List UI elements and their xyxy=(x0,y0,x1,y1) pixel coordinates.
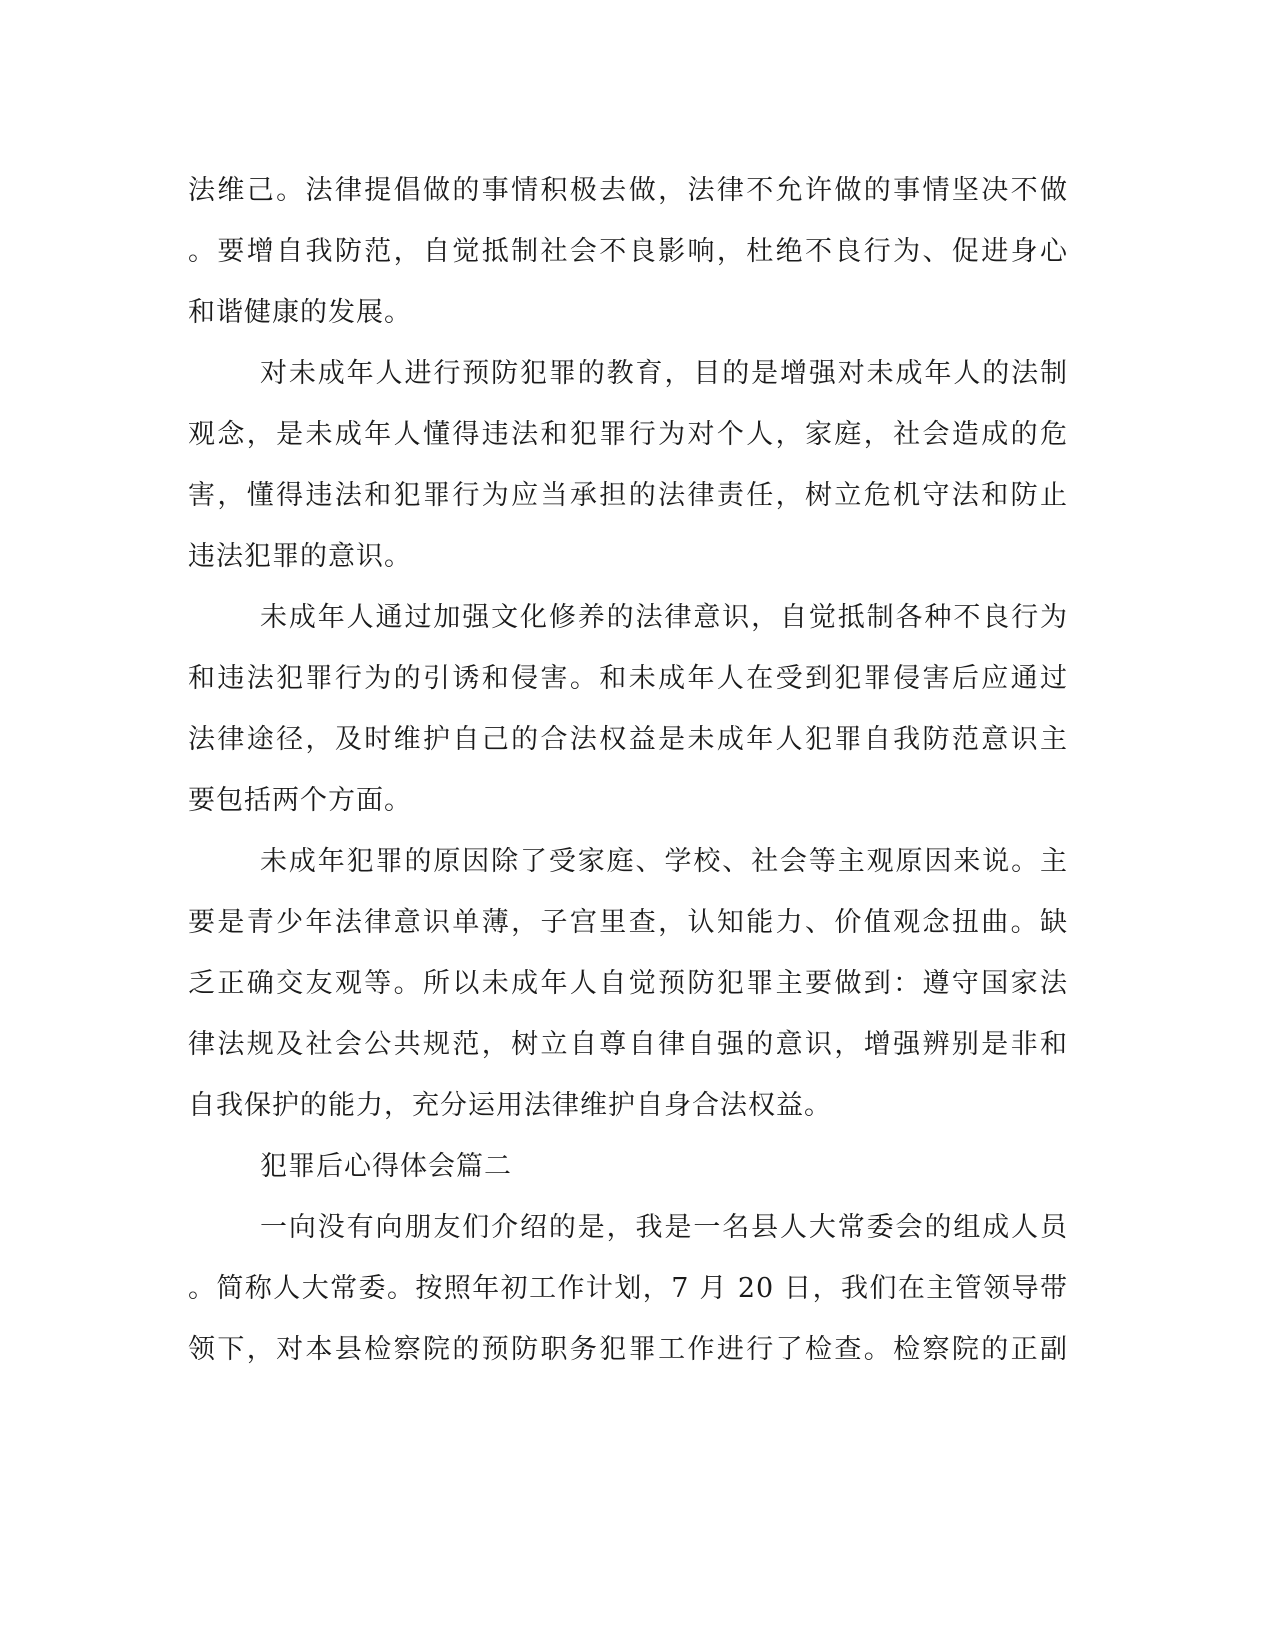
paragraph-first-line: 一向没有向朋友们介绍的是，我是一名县人大常委会的组成人员 xyxy=(260,1212,1068,1243)
paragraph-first-line: 未成年人通过加强文化修养的法律意识，自觉抵制各种不良行为 xyxy=(260,602,1068,633)
text-line: 。要增自我防范，自觉抵制社会不良影响，杜绝不良行为、促进身心 xyxy=(188,236,1068,267)
text-line: 律法规及社会公共规范，树立自尊自律自强的意识，增强辨别是非和 xyxy=(188,1029,1068,1060)
section-heading: 犯罪后心得体会篇二 xyxy=(260,1151,512,1182)
document-body xyxy=(188,160,1068,1380)
text-line: 。简称人大常委。按照年初工作计划，7 月 20 日，我们在主管领导带 xyxy=(188,1273,1068,1304)
text-line: 和谐健康的发展。 xyxy=(188,297,412,328)
text-line: 领下，对本县检察院的预防职务犯罪工作进行了检查。检察院的正副 xyxy=(188,1334,1068,1365)
text-line: 自我保护的能力，充分运用法律维护自身合法权益。 xyxy=(188,1090,832,1121)
paragraph-first-line: 未成年犯罪的原因除了受家庭、学校、社会等主观原因来说。主 xyxy=(260,846,1068,877)
text-line: 法维己。法律提倡做的事情积极去做，法律不允许做的事情坚决不做 xyxy=(188,175,1068,206)
text-line: 法律途径，及时维护自己的合法权益是未成年人犯罪自我防范意识主 xyxy=(188,724,1068,755)
text-line: 违法犯罪的意识。 xyxy=(188,541,412,572)
text-line: 要是青少年法律意识单薄，子宫里查，认知能力、价值观念扭曲。缺 xyxy=(188,907,1068,938)
text-line: 观念，是未成年人懂得违法和犯罪行为对个人，家庭，社会造成的危 xyxy=(188,419,1068,450)
paragraph-first-line: 对未成年人进行预防犯罪的教育，目的是增强对未成年人的法制 xyxy=(260,358,1068,389)
text-line: 乏正确交友观等。所以未成年人自觉预防犯罪主要做到：遵守国家法 xyxy=(188,968,1068,999)
text-line: 要包括两个方面。 xyxy=(188,785,412,816)
text-line: 害，懂得违法和犯罪行为应当承担的法律责任，树立危机守法和防止 xyxy=(188,480,1068,511)
text-line: 和违法犯罪行为的引诱和侵害。和未成年人在受到犯罪侵害后应通过 xyxy=(188,663,1068,694)
